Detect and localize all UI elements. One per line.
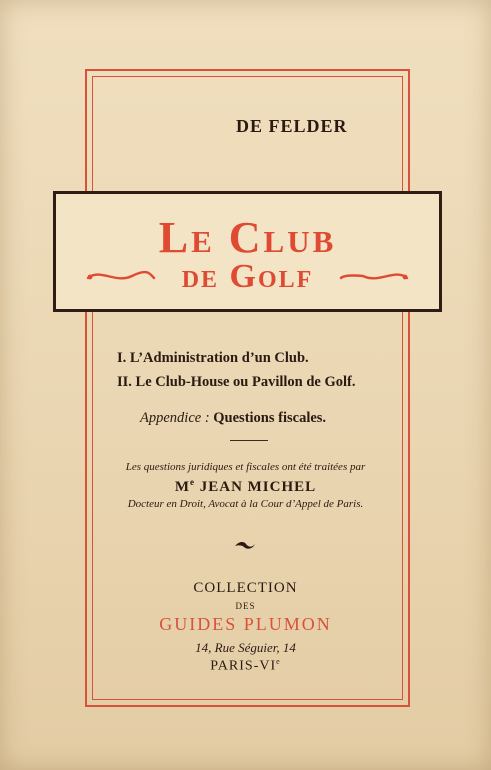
separator-rule [230, 440, 268, 441]
city-sup: e [276, 657, 281, 666]
author-name: DE FELDER [236, 116, 348, 136]
title-line-2-row [86, 258, 409, 295]
appendix-value: Questions fiscales. [213, 410, 327, 426]
appendix-label: Appendice : [140, 410, 210, 426]
contents-item-1: I. L’Administration d’un Club. [117, 350, 309, 366]
lawyer-prefix: M [174, 479, 190, 495]
title-line-2: de Golf [181, 258, 314, 295]
title-line-1: Le Club [158, 213, 337, 262]
des-label: DES [235, 601, 256, 611]
title-box [53, 191, 442, 312]
contents-item-2: II. Le Club-House ou Pavillon de Golf. [117, 374, 356, 390]
appendix-line [140, 410, 326, 427]
city-name: PARIS-VI [210, 658, 277, 674]
legal-note: Les questions juridiques et fiscales ont été traitées par [125, 461, 366, 473]
collection-label: COLLECTION [193, 580, 298, 596]
fleuron-ornament-icon [234, 540, 256, 550]
lawyer-prefix-sup: e [189, 477, 195, 487]
lawyer-name: JEAN MICHEL [199, 479, 317, 495]
lawyer-credentials: Docteur en Droit, Avocat à la Cour d’Appel de Paris. [127, 498, 364, 510]
publisher-city [0, 657, 491, 675]
swash-right-icon [339, 266, 409, 286]
publisher-name: GUIDES PLUMON [159, 614, 332, 634]
publisher-address: 14, Rue Séguier, 14 [195, 640, 296, 655]
table-of-contents [117, 346, 355, 394]
lawyer-name-line [0, 477, 491, 496]
